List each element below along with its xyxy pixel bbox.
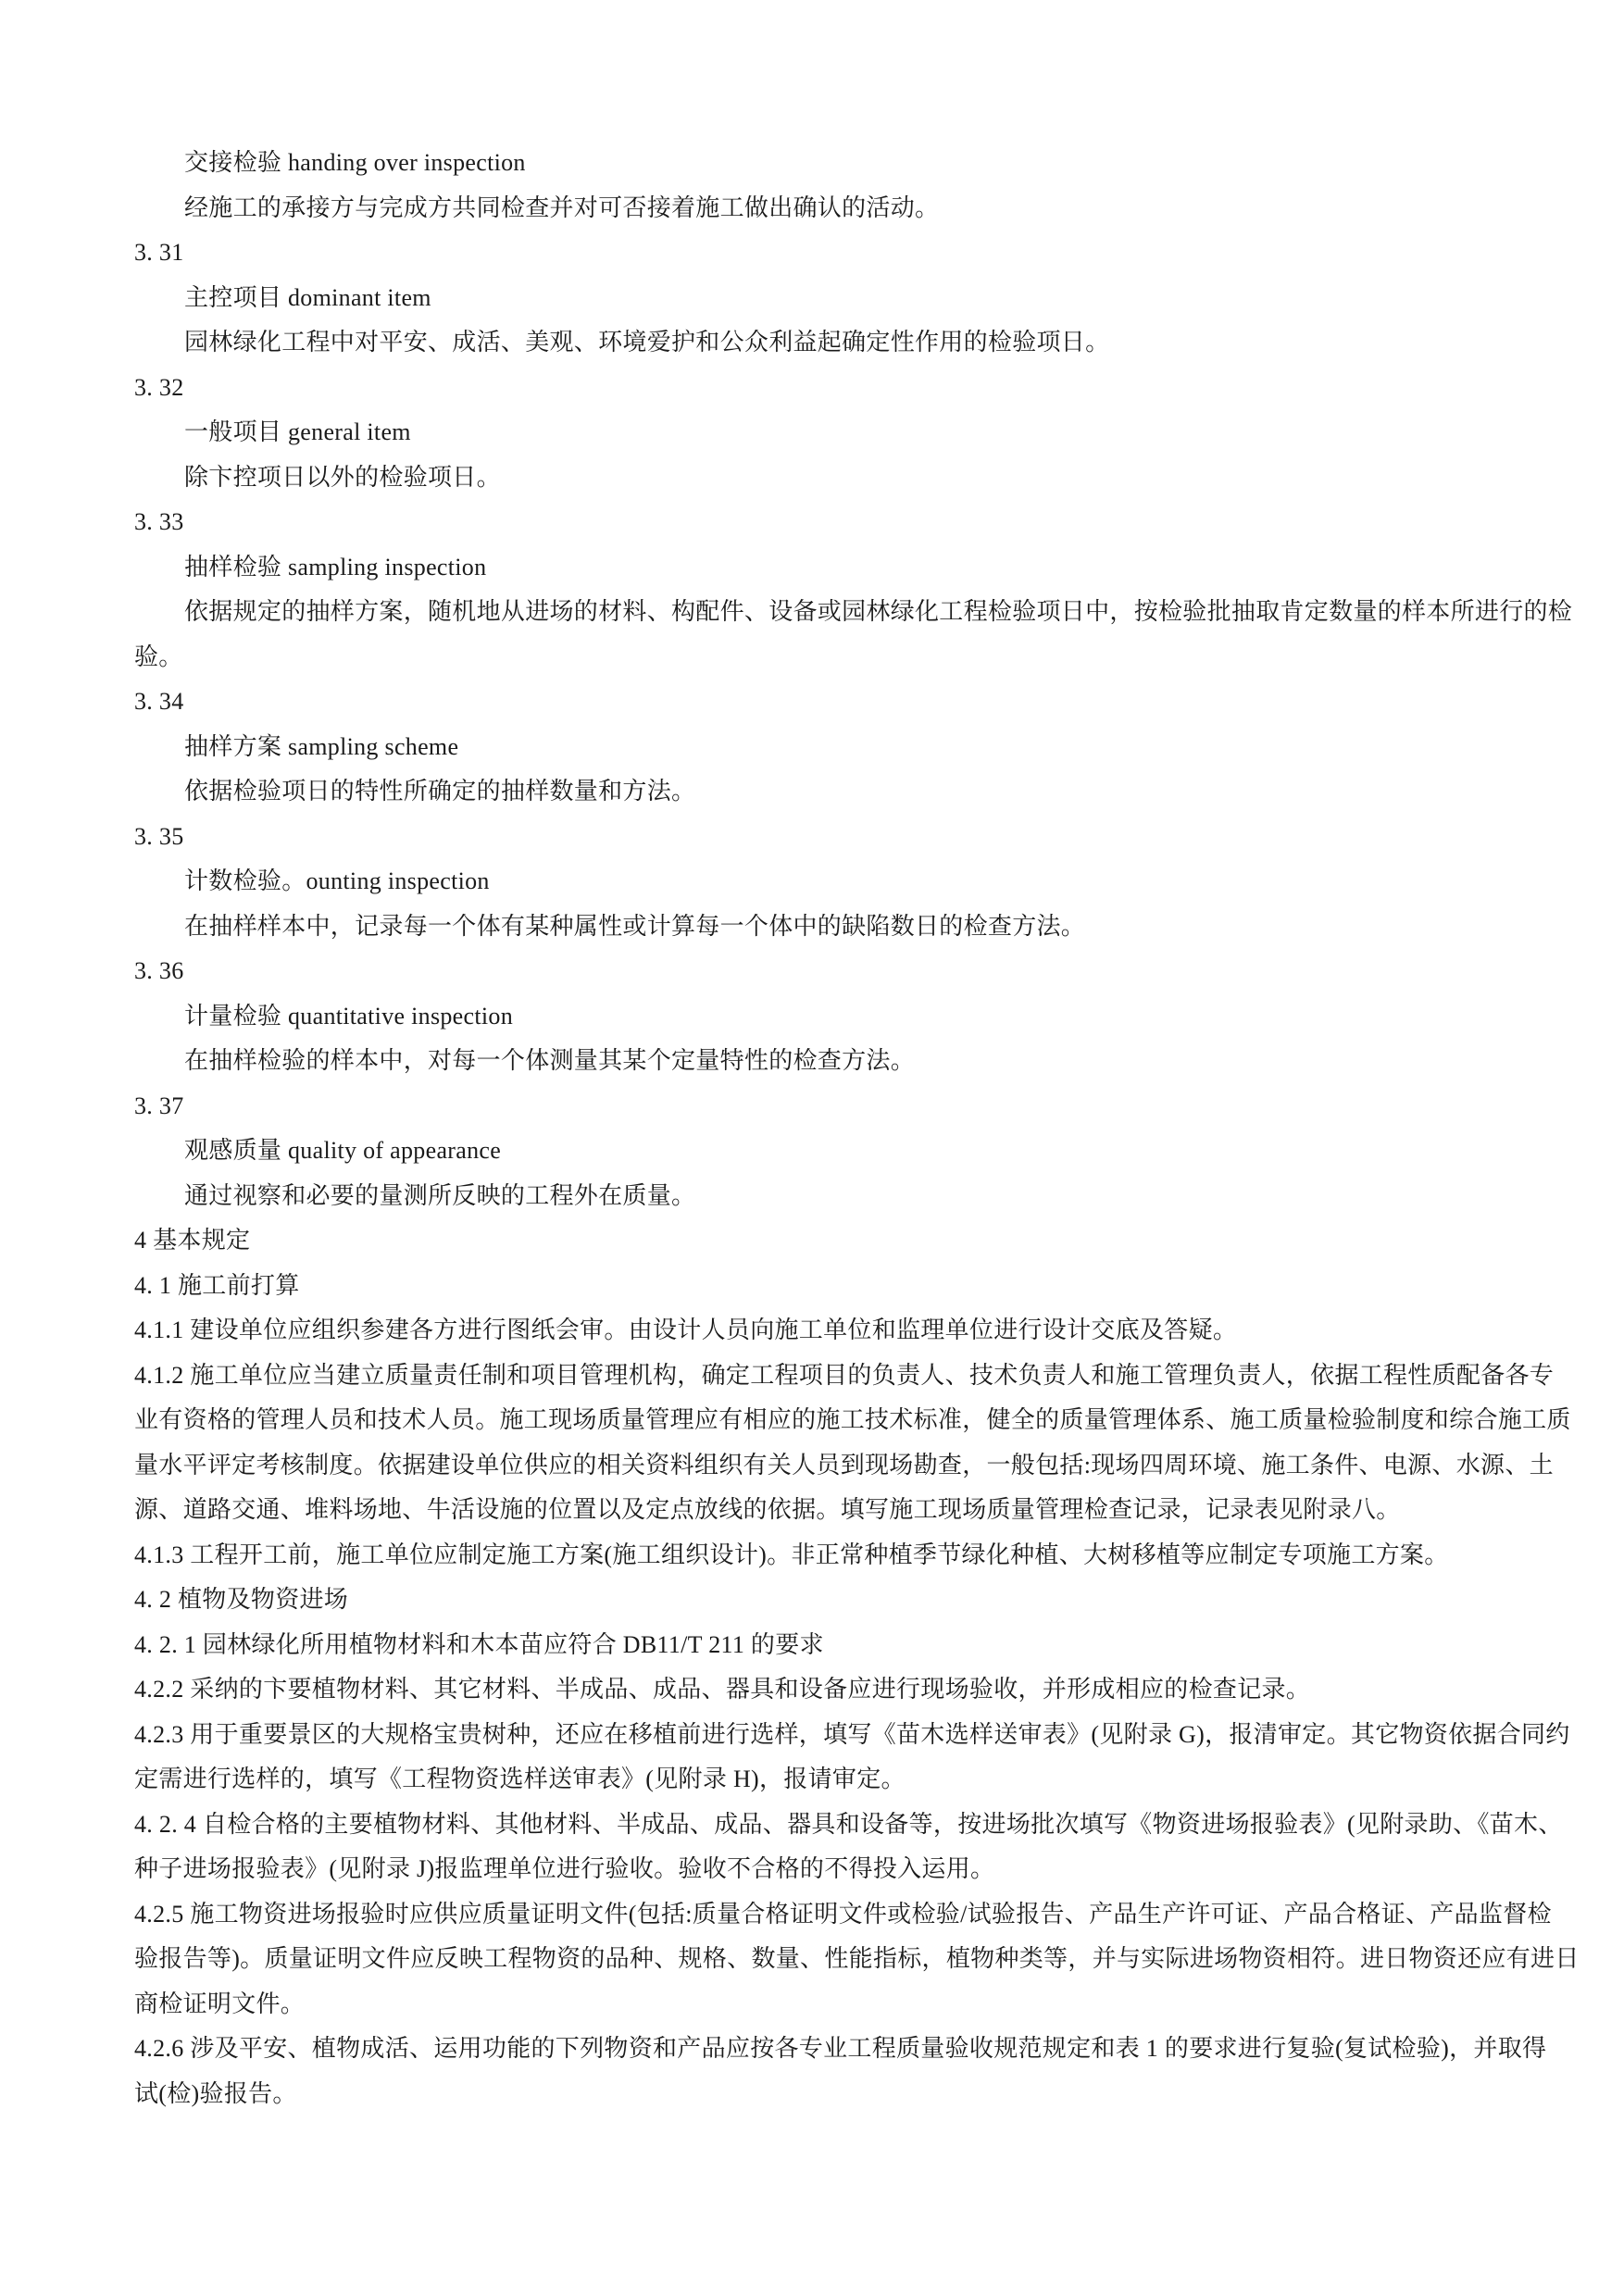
text-line: 在抽样检验的样本中，对每一个体测量其某个定量特性的检查方法。 [184, 1047, 916, 1074]
text-line: 计数检验。ounting inspection [184, 867, 490, 894]
text-line: 3. 31 [134, 239, 184, 266]
text-line: 依据检验项日的特性所确定的抽样数量和方法。 [184, 778, 696, 805]
text-line: 3. 37 [134, 1092, 184, 1119]
text-line: 观感质量 quality of appearance [184, 1137, 502, 1164]
text-line: 园林绿化工程中对平安、成活、美观、环境爱护和公众利益起确定性作用的检验项日。 [184, 329, 1110, 356]
text-line: 4. 2. 1 园林绿化所用植物材料和木本苗应符合 DB11/T 211 的要求 [134, 1630, 824, 1658]
text-line: 业有资格的管理人员和技术人员。施工现场质量管理应有相应的施工技术标准，健全的质量管理体系、施工质量检验制度和综合施工质 [134, 1406, 1571, 1433]
text-line: 4.1.3 工程开工前，施工单位应制定施工方案(施工组织设计)。非正常种植季节绿化种植、大树移植等应制定专项施工方案。 [134, 1541, 1449, 1568]
text-line: 计量检验 quantitative inspection [184, 1002, 514, 1029]
text-line: 4 基本规定 [134, 1227, 251, 1254]
text-line: 3. 36 [134, 957, 184, 984]
text-line: 商检证明文件。 [134, 1990, 306, 2017]
text-line: 一般项目 general item [184, 418, 411, 445]
text-line: 通过视察和必要的量测所反映的工程外在质量。 [184, 1181, 696, 1209]
text-line: 量水平评定考核制度。依据建设单位供应的相关资料组织有关人员到现场勘查，一般包括:现场四周环境、施工条件、电源、水源、土 [134, 1451, 1554, 1479]
text-line: 4.2.5 施工物资进场报验时应供应质量证明文件(包括:质量合格证明文件或检验/试验报告、产品生产许可证、产品合格证、产品监督检 [134, 1900, 1552, 1928]
text-line: 抽样方案 sampling scheme [184, 732, 459, 760]
text-line: 3. 34 [134, 688, 184, 715]
text-line: 种子进场报验表》(见附录 J)报监理单位进行验收。验收不合格的不得投入运用。 [134, 1855, 995, 1882]
text-line: 主控项目 dominant item [184, 283, 431, 311]
text-line: 3. 35 [134, 822, 184, 850]
text-line: 在抽样样本中，记录每一个体有某种属性或计算每一个体中的缺陷数日的检查方法。 [184, 912, 1086, 940]
text-line: 4.2.6 涉及平安、植物成活、运用功能的下列物资和产品应按各专业工程质量验收规范规定和表 1 的要求进行复验(复试检验)，并取得 [134, 2035, 1547, 2062]
text-line: 4. 2 植物及物资进场 [134, 1586, 349, 1613]
text-line: 4. 2. 4 自检合格的主要植物材料、其他材料、半成品、成品、器具和设备等，按进场批次填写《物资进场报验表》(见附录助、《苗木、 [134, 1810, 1563, 1838]
text-line: 经施工的承接方与完成方共同检查并对可否接着施工做出确认的活动。 [184, 193, 940, 221]
text-line: 依据规定的抽样方案，随机地从进场的材料、构配件、设备或园林绿化工程检验项日中，按检验批抽取肯定数量的样本所进行的检 [184, 598, 1573, 625]
text-line: 3. 33 [134, 508, 184, 535]
text-line: 3. 32 [134, 373, 184, 401]
text-line: 4.2.3 用于重要景区的大规格宝贵树种，还应在移植前进行选样，填写《苗木选样送审表》(见附录 G)，报清审定。其它物资依据合同约 [134, 1720, 1570, 1748]
text-line: 定需进行选样的，填写《工程物资选样送审表》(见附录 H)，报请审定。 [134, 1766, 906, 1792]
text-line: 交接检验 handing over inspection [184, 149, 526, 176]
text-line: 验。 [134, 643, 183, 670]
text-line: 抽样检验 sampling inspection [184, 553, 487, 580]
text-line: 源、道路交通、堆料场地、牛活设施的位置以及定点放线的依据。填写施工现场质量管理检查记录，记录表见附录八。 [134, 1496, 1401, 1523]
text-line: 除卞控项日以外的检验项日。 [184, 463, 501, 491]
text-line: 验报告等)。质量证明文件应反映工程物资的品种、规格、数量、性能指标，植物种类等，并与实际进场物资相符。进日物资还应有进日 [134, 1945, 1580, 1972]
text-line: 4.1.1 建设单位应组织参建各方进行图纸会审。由设计人员向施工单位和监理单位进行设计交底及答疑。 [134, 1316, 1238, 1343]
text-line: 4.2.2 采纳的卞要植物材料、其它材料、半成品、成品、器具和设备应进行现场验收，并形成相应的检查记录。 [134, 1676, 1311, 1703]
text-block [134, 141, 1580, 2116]
text-line: 试(检)验报告。 [134, 2079, 297, 2107]
text-line: 4.1.2 施工单位应当建立质量责任制和项目管理机构，确定工程项目的负责人、技术负责人和施工管理负责人，依据工程性质配备各专 [134, 1361, 1555, 1389]
text-line: 4. 1 施工前打算 [134, 1271, 300, 1299]
